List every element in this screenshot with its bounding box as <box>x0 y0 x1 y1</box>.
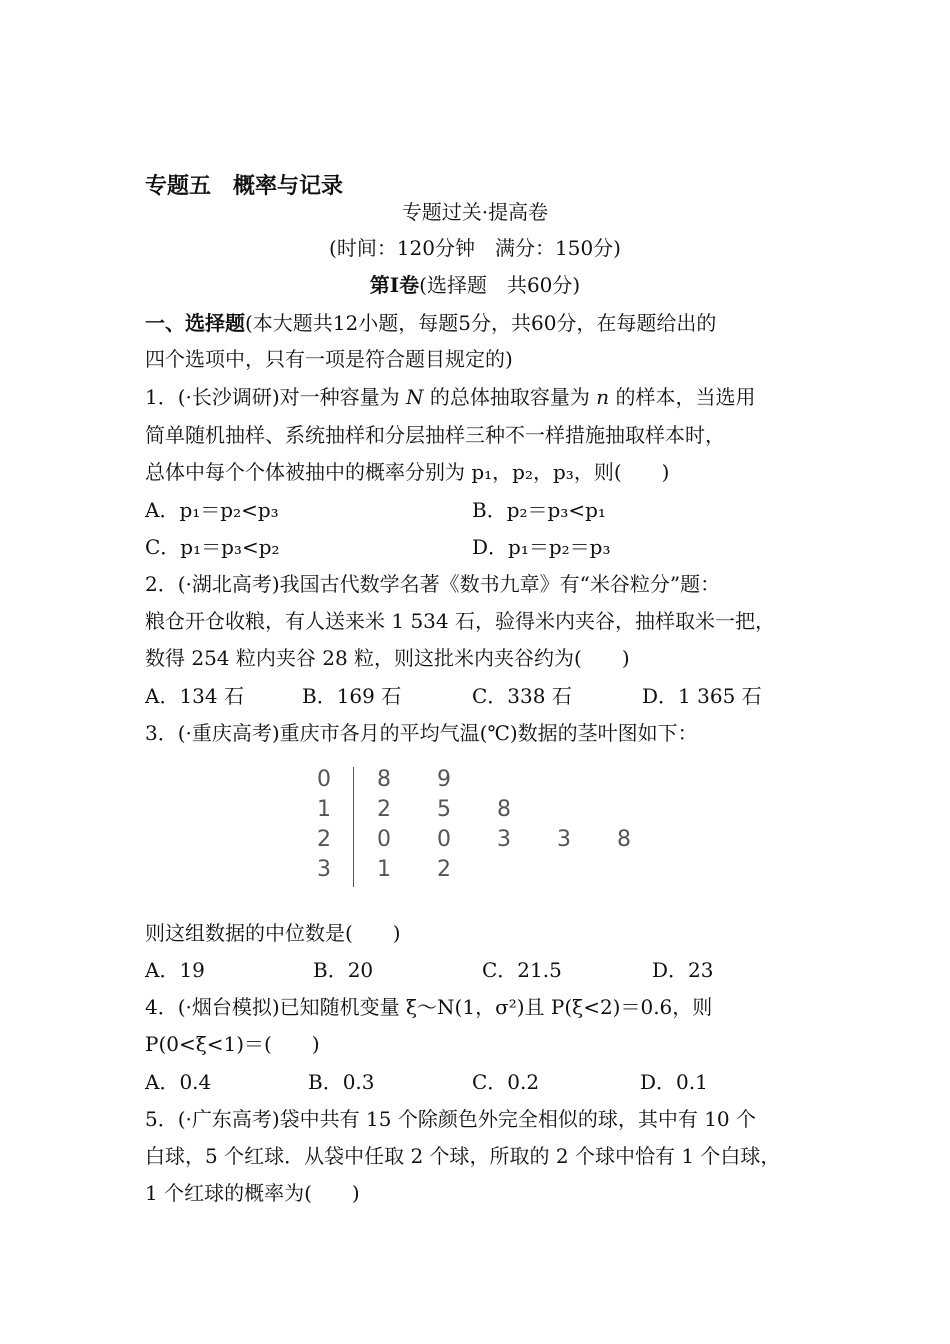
q4-option-d: D．0.1 <box>640 1070 708 1094</box>
part-heading <box>145 308 716 338</box>
leaf-value: 2 <box>437 857 451 882</box>
q2-line2: 粮仓开仓收粮，有人送来米 1 534 石，验得米内夹谷，抽样取米一把， <box>145 609 775 633</box>
stem-value: 1 <box>317 797 331 822</box>
volume-label: 第Ⅰ卷 <box>369 273 420 297</box>
leaf-value: 5 <box>437 797 451 822</box>
leaf-value: 3 <box>557 827 571 852</box>
volume-heading <box>0 270 950 300</box>
leaf-value: 8 <box>497 797 511 822</box>
leaf-value: 8 <box>617 827 631 852</box>
q2-option-a: A．134 石 <box>145 684 244 708</box>
section-title: 专题五 概率与记录 <box>145 174 344 199</box>
stem-value: 0 <box>317 767 331 792</box>
q2-line3: 数得 254 粒内夹谷 28 粒，则这批米内夹谷约为( ) <box>145 646 630 670</box>
q3-line1: 3．(·重庆高考)重庆市各月的平均气温(℃)数据的茎叶图如下： <box>145 721 698 745</box>
leaf-value: 3 <box>497 827 511 852</box>
stem-leaf-plot <box>300 765 660 890</box>
q1-option-b: B．p₂＝p₃<p₁ <box>472 498 606 522</box>
q5-line2: 白球，5 个红球．从袋中任取 2 个球，所取的 2 个球中恰有 1 个白球， <box>145 1144 781 1168</box>
q3-option-b: B．20 <box>313 958 374 982</box>
q1-option-d: D．p₁＝p₂＝p₃ <box>472 535 611 559</box>
q3-option-d: D．23 <box>652 958 714 982</box>
q2-option-b: B．169 石 <box>302 684 402 708</box>
q3-option-c: C．21.5 <box>482 958 562 982</box>
q4-option-b: B．0.3 <box>308 1070 375 1094</box>
stem-leaf-row <box>300 855 660 885</box>
stem-value: 3 <box>317 857 331 882</box>
q5-line3: 1 个红球的概率为( ) <box>145 1181 360 1205</box>
leaf-value: 2 <box>377 797 391 822</box>
q1-var-N: N <box>406 385 424 409</box>
q4-option-c: C．0.2 <box>472 1070 540 1094</box>
stem-leaf-row <box>300 795 660 825</box>
q1-text-a: 1．(·长沙调研)对一种容量为 <box>145 385 400 409</box>
q4-option-a: A．0.4 <box>145 1070 212 1094</box>
part-desc: (本大题共12小题，每题5分，共60分，在每题给出的 <box>245 311 717 335</box>
exam-subtitle: 专题过关·提高卷 <box>401 200 549 224</box>
q1-text-b: 的总体抽取容量为 <box>429 385 590 409</box>
leaf-value: 0 <box>377 827 391 852</box>
q2-option-d: D．1 365 石 <box>642 684 762 708</box>
stem-value: 2 <box>317 827 331 852</box>
stem-leaf-row <box>300 765 660 795</box>
leaf-value: 1 <box>377 857 391 882</box>
leaf-value: 9 <box>437 767 451 792</box>
q1-option-c: C．p₁＝p₃<p₂ <box>145 535 280 559</box>
q4-line1: 4．(·烟台模拟)已知随机变量 ξ～N(1，σ²)且 P(ξ<2)＝0.6，则 <box>145 995 713 1019</box>
q2-option-c: C．338 石 <box>472 684 572 708</box>
part-label: 一、选择题 <box>145 311 245 335</box>
volume-desc: (选择题 共60分) <box>419 273 581 297</box>
stem-leaf-row <box>300 825 660 855</box>
q2-line1: 2．(·湖北高考)我国古代数学名著《数书九章》有“米谷粒分”题： <box>145 572 721 596</box>
q1-line3: 总体中每个个体被抽中的概率分别为 p₁，p₂，p₃，则( ) <box>145 460 670 484</box>
q5-line1: 5．(·广东高考)袋中共有 15 个除颜色外完全相似的球，其中有 10 个 <box>145 1107 757 1131</box>
q1-line2: 简单随机抽样、系统抽样和分层抽样三种不一样措施抽取样本时， <box>145 423 725 447</box>
q1-option-a: A．p₁＝p₂<p₃ <box>145 498 279 522</box>
leaf-value: 8 <box>377 767 391 792</box>
q3-option-a: A．19 <box>145 958 205 982</box>
q1-var-n: n <box>596 385 610 409</box>
q1-text-c: 的样本，当选用 <box>615 385 756 409</box>
leaf-value: 0 <box>437 827 451 852</box>
q1-line1 <box>145 382 756 412</box>
time-info: (时间：120分钟 满分：150分) <box>329 236 621 260</box>
q3-line2: 则这组数据的中位数是( ) <box>145 921 401 945</box>
q4-line2: P(0<ξ<1)＝( ) <box>145 1032 320 1056</box>
part-heading-line2: 四个选项中，只有一项是符合题目规定的) <box>145 347 513 371</box>
